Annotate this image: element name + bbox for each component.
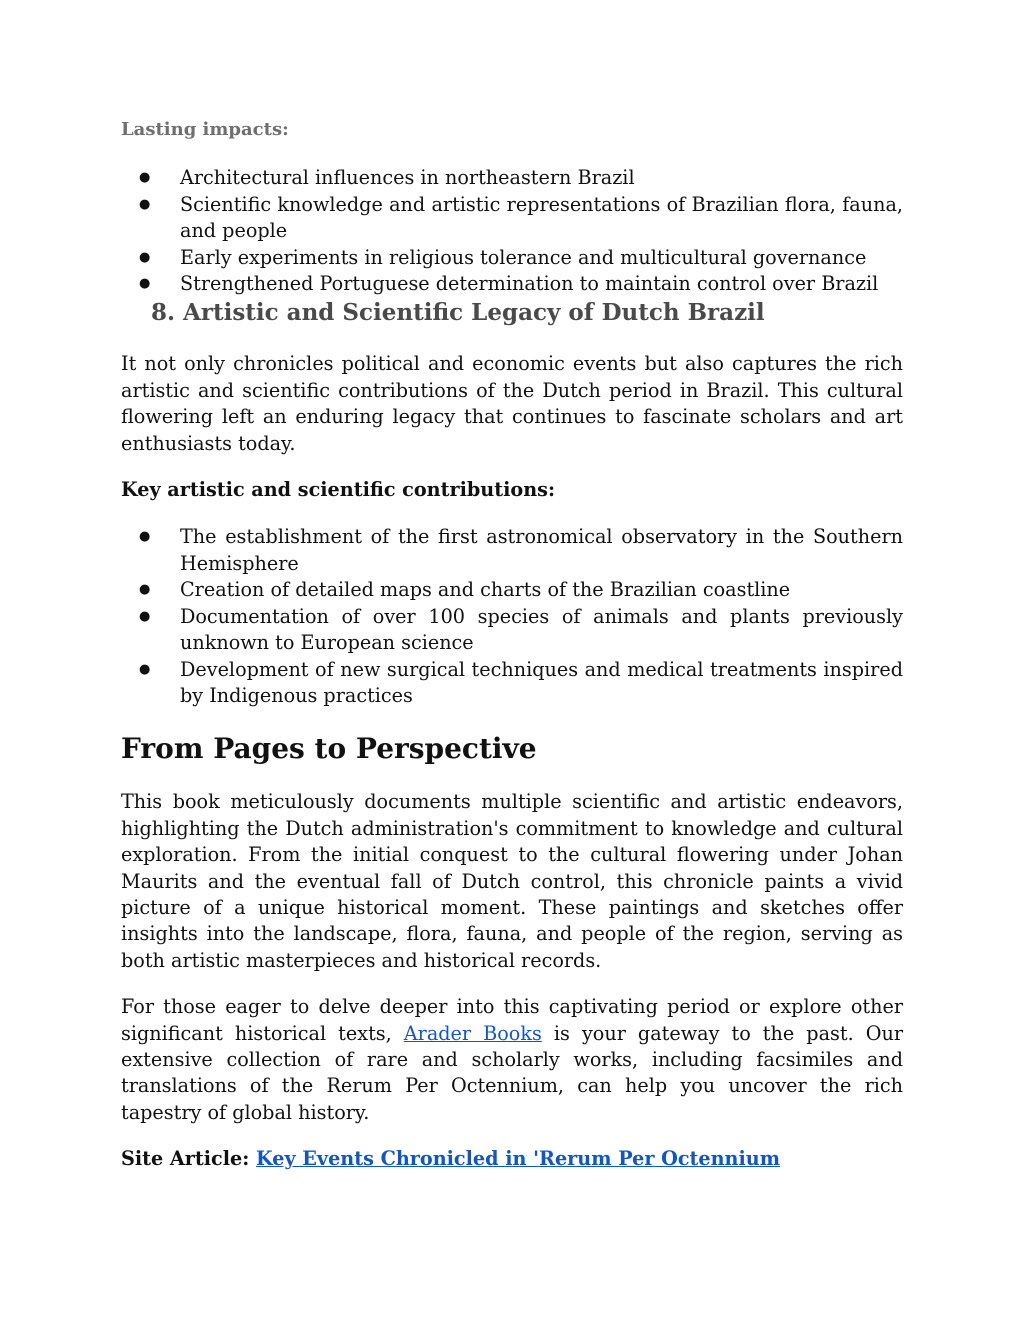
site-article-link[interactable]: Key Events Chronicled in 'Rerum Per Octennium xyxy=(256,1147,781,1171)
site-article-label: Site Article: xyxy=(121,1147,256,1171)
list-item: ● Development of new surgical techniques and medical treatments inspired by Indigenous practices xyxy=(121,657,903,710)
list-item: ● Creation of detailed maps and charts of the Brazilian coastline xyxy=(121,577,903,603)
perspective-paragraph-1: This book meticulously documents multiple scientific and artistic endeavors, highlighting the Dutch administration's commitment to knowledge and cultural exploration. From the initial conquest to the cultural flowering under Johan Maurits and the eventual fall of Dutch control, this chronicle paints a vivid picture of a unique historical moment. These paintings and sketches offer insights into the landscape, flora, fauna, and people of the region, serving as both artistic masterpieces and historical records. xyxy=(121,790,903,972)
site-article-line xyxy=(121,1146,903,1172)
list-item: ● Scientific knowledge and artistic representations of Brazilian flora, fauna, and people xyxy=(121,192,903,245)
paragraph-text: is your gateway to the past. Our extensive collection of rare and scholarly works, including facsimiles and translations of the Rerum Per Octennium, can help you uncover the rich tapestry of global history. xyxy=(121,1021,904,1124)
section-8-heading: 8. Artistic and Scientific Legacy of Dutch Brazil xyxy=(151,299,765,327)
contributions-label: Key artistic and scientific contributions: xyxy=(121,478,556,502)
perspective-paragraph-2 xyxy=(121,994,903,1126)
section-title: From Pages to Perspective xyxy=(121,732,537,766)
list-item: ● Architectural influences in northeastern Brazil xyxy=(121,165,903,191)
list-item: ● Documentation of over 100 species of animals and plants previously unknown to European science xyxy=(121,604,903,657)
document-content xyxy=(121,117,903,1193)
lasting-impacts-heading: Lasting impacts: xyxy=(121,119,289,140)
arader-books-link[interactable]: Arader Books xyxy=(403,1021,542,1045)
paragraph-text: For those eager to delve deeper into this captivating period or explore other significant historical texts, xyxy=(121,995,903,1045)
list-item: ● The establishment of the first astronomical observatory in the Southern Hemisphere xyxy=(121,524,903,577)
contributions-list xyxy=(121,524,903,709)
section-8-paragraph: It not only chronicles political and economic events but also captures the rich artistic and scientific contributions of the Dutch period in Brazil. This cultural flowering left an enduring legacy that continues to fascinate scholars and art enthusiasts today. xyxy=(121,352,903,455)
lasting-impacts-list xyxy=(121,165,903,297)
list-item: ● Early experiments in religious tolerance and multicultural governance xyxy=(121,245,903,271)
list-item: ● Strengthened Portuguese determination to maintain control over Brazil xyxy=(121,271,903,297)
